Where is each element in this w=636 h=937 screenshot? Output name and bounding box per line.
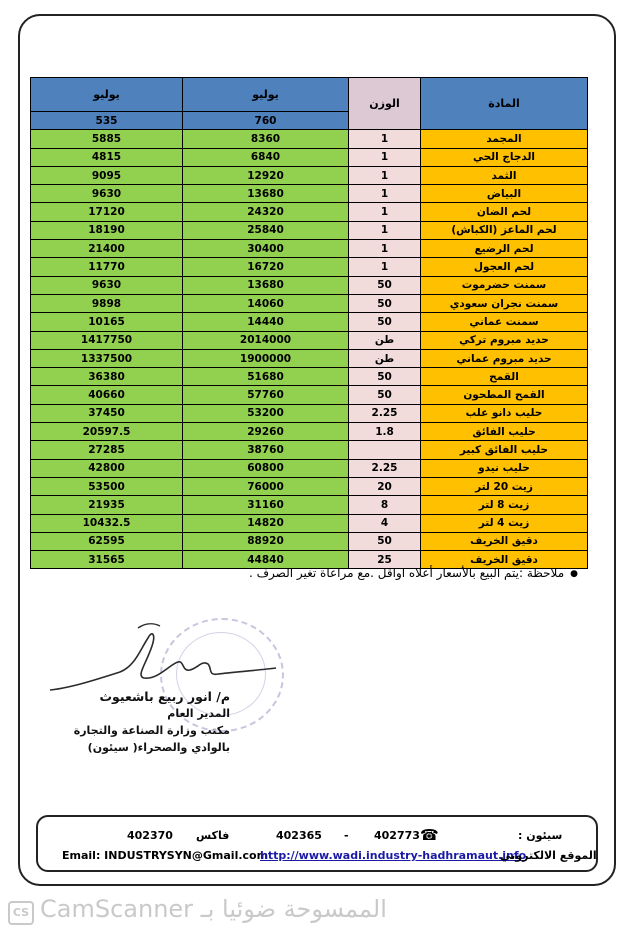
- cell-col1: 1417750: [31, 331, 183, 349]
- cell-weight: 50: [349, 368, 421, 386]
- cell-col2: 16720: [183, 258, 349, 276]
- table-row: [31, 496, 588, 514]
- cell-col1: 9095: [31, 166, 183, 184]
- cell-col1: 9630: [31, 185, 183, 203]
- table-row: [31, 203, 588, 221]
- signer-block: [60, 688, 230, 756]
- cell-weight: 1: [349, 240, 421, 258]
- cell-col2: 44840: [183, 551, 349, 569]
- cell-col2: 29260: [183, 423, 349, 441]
- table-header-row: [31, 78, 588, 112]
- cell-item: دقيق الخريف: [421, 551, 588, 569]
- website-link[interactable]: http://www.wadi.industry-hadhramaut.info: [260, 849, 527, 862]
- cell-col1: 17120: [31, 203, 183, 221]
- cell-weight: 1: [349, 258, 421, 276]
- signer-region: بالوادي والصحراء( سيئون): [87, 741, 230, 754]
- cell-weight: 1: [349, 166, 421, 184]
- table-body: [31, 130, 588, 569]
- cell-weight: 50: [349, 386, 421, 404]
- cell-col1: 18190: [31, 221, 183, 239]
- cell-item: زيت 20 لتر: [421, 477, 588, 495]
- cell-col2: 1900000: [183, 349, 349, 367]
- cell-item: حديد مبروم عماني: [421, 349, 588, 367]
- cell-col2: 13680: [183, 185, 349, 203]
- cell-col2: 14440: [183, 313, 349, 331]
- phone-separator: -: [344, 829, 349, 842]
- cell-weight: 4: [349, 514, 421, 532]
- cell-item: القمح: [421, 368, 588, 386]
- cell-col2: 14060: [183, 294, 349, 312]
- cell-item: حليب دانو علب: [421, 404, 588, 422]
- table-row: [31, 221, 588, 239]
- cell-col1: 62595: [31, 532, 183, 550]
- watermark-text: الممسوحة ضوئيا بـ CamScanner: [40, 895, 387, 923]
- signer-office: مكتب وزارة الصناعة والتجارة: [73, 724, 230, 737]
- phone-1: 402773: [374, 829, 420, 842]
- table-row: [31, 258, 588, 276]
- cell-col2: 2014000: [183, 331, 349, 349]
- cell-item: لحم الماعز (الكباش): [421, 221, 588, 239]
- cell-item: الدجاج الحي: [421, 148, 588, 166]
- cell-col1: 21935: [31, 496, 183, 514]
- cell-weight: 8: [349, 496, 421, 514]
- cell-col1: 42800: [31, 459, 183, 477]
- cell-col1: 4815: [31, 148, 183, 166]
- cell-item: حديد مبروم تركي: [421, 331, 588, 349]
- table-row: [31, 386, 588, 404]
- fax-number: 402370: [127, 829, 173, 842]
- cell-col1: 9898: [31, 294, 183, 312]
- cell-item: سمنت نجران سعودي: [421, 294, 588, 312]
- col2-header: يوليو: [183, 78, 349, 112]
- table-row: [31, 532, 588, 550]
- cell-col2: 6840: [183, 148, 349, 166]
- weight-header: الوزن: [349, 78, 421, 130]
- table-row: [31, 331, 588, 349]
- cell-col1: 40660: [31, 386, 183, 404]
- cell-weight: 50: [349, 294, 421, 312]
- cell-weight: 25: [349, 551, 421, 569]
- cell-item: حليب الفائق كبير: [421, 441, 588, 459]
- cell-col1: 10432.5: [31, 514, 183, 532]
- cell-weight: 1.8: [349, 423, 421, 441]
- cell-col2: 57760: [183, 386, 349, 404]
- cell-weight: [349, 441, 421, 459]
- table-row: [31, 368, 588, 386]
- cell-col2: 30400: [183, 240, 349, 258]
- cell-item: المجمد: [421, 130, 588, 148]
- fax-label: فاكس: [196, 829, 230, 842]
- cell-col2: 8360: [183, 130, 349, 148]
- col1-header: يوليو: [31, 78, 183, 112]
- cell-col1: 37450: [31, 404, 183, 422]
- cell-col2: 13680: [183, 276, 349, 294]
- cell-weight: طن: [349, 331, 421, 349]
- cell-item: لحم العجول: [421, 258, 588, 276]
- cell-col1: 20597.5: [31, 423, 183, 441]
- table-row: [31, 148, 588, 166]
- phone-icon: ☎: [420, 826, 439, 844]
- cell-item: لحم الضان: [421, 203, 588, 221]
- cell-col2: 76000: [183, 477, 349, 495]
- cell-col1: 21400: [31, 240, 183, 258]
- cell-col2: 31160: [183, 496, 349, 514]
- table-row: [31, 185, 588, 203]
- cell-col2: 53200: [183, 404, 349, 422]
- cell-col2: 25840: [183, 221, 349, 239]
- cell-item: البياض: [421, 185, 588, 203]
- cell-col2: 88920: [183, 532, 349, 550]
- website-label: الموقع الالكتروني: [500, 849, 597, 862]
- cell-col2: 12920: [183, 166, 349, 184]
- cell-weight: 2.25: [349, 459, 421, 477]
- cell-col1: 53500: [31, 477, 183, 495]
- cell-weight: 50: [349, 276, 421, 294]
- camscanner-logo-icon: CS: [8, 901, 34, 925]
- cell-item: لحم الرضيع: [421, 240, 588, 258]
- cell-weight: 2.25: [349, 404, 421, 422]
- cell-item: زيت 4 لتر: [421, 514, 588, 532]
- cell-col1: 5885: [31, 130, 183, 148]
- item-header: المادة: [421, 78, 588, 130]
- cell-weight: 50: [349, 532, 421, 550]
- signer-name: م/ انور ربيع باشعيوث: [99, 689, 230, 704]
- table-row: [31, 349, 588, 367]
- table-row: [31, 404, 588, 422]
- cell-item: الثمد: [421, 166, 588, 184]
- cell-col1: 36380: [31, 368, 183, 386]
- cell-item: سمنت عماني: [421, 313, 588, 331]
- col2-subheader: 760: [183, 112, 349, 130]
- cell-col1: 31565: [31, 551, 183, 569]
- cell-weight: 1: [349, 130, 421, 148]
- table-row: [31, 477, 588, 495]
- cell-col2: 38760: [183, 441, 349, 459]
- cell-col2: 51680: [183, 368, 349, 386]
- col1-subheader: 535: [31, 112, 183, 130]
- cell-item: القمح المطحون: [421, 386, 588, 404]
- cell-col2: 24320: [183, 203, 349, 221]
- cell-weight: طن: [349, 349, 421, 367]
- price-table: [30, 77, 588, 569]
- table-row: [31, 441, 588, 459]
- cell-col1: 1337500: [31, 349, 183, 367]
- cell-weight: 1: [349, 148, 421, 166]
- city-label: سيئون :: [518, 829, 563, 842]
- cell-weight: 50: [349, 313, 421, 331]
- cell-weight: 1: [349, 185, 421, 203]
- cell-weight: 1: [349, 221, 421, 239]
- cell-weight: 1: [349, 203, 421, 221]
- camscanner-watermark: [0, 893, 636, 937]
- cell-item: زيت 8 لتر: [421, 496, 588, 514]
- table-row: [31, 294, 588, 312]
- table-row: [31, 240, 588, 258]
- table-row: [31, 459, 588, 477]
- table-row: [31, 130, 588, 148]
- cell-col1: 9630: [31, 276, 183, 294]
- table-row: [31, 166, 588, 184]
- table-row: [31, 313, 588, 331]
- cell-item: حليب الفائق: [421, 423, 588, 441]
- table-row: [31, 276, 588, 294]
- table-row: [31, 423, 588, 441]
- table-row: [31, 514, 588, 532]
- phone-2: 402365: [276, 829, 322, 842]
- cell-weight: 20: [349, 477, 421, 495]
- cell-col1: 10165: [31, 313, 183, 331]
- note: [200, 566, 578, 580]
- cell-item: حليب نيدو: [421, 459, 588, 477]
- footer-phones-row: [38, 826, 596, 845]
- email[interactable]: Email: INDUSTRYSYN@Gmail.com: [62, 849, 269, 862]
- signer-title: المدير العام: [167, 707, 230, 720]
- cell-col1: 11770: [31, 258, 183, 276]
- cell-item: سمنت حضرموت: [421, 276, 588, 294]
- cell-item: دقيق الخريف: [421, 532, 588, 550]
- cell-col1: 27285: [31, 441, 183, 459]
- bullet-icon: ●: [570, 568, 578, 579]
- footer-web-row: [38, 849, 596, 865]
- note-text: ملاحظة :يتم البيع بالأسعار أعلاه اواقل .مع مراعاة تغير الصرف .: [248, 566, 565, 580]
- cell-col2: 14820: [183, 514, 349, 532]
- cell-col2: 60800: [183, 459, 349, 477]
- contact-footer: [36, 815, 598, 872]
